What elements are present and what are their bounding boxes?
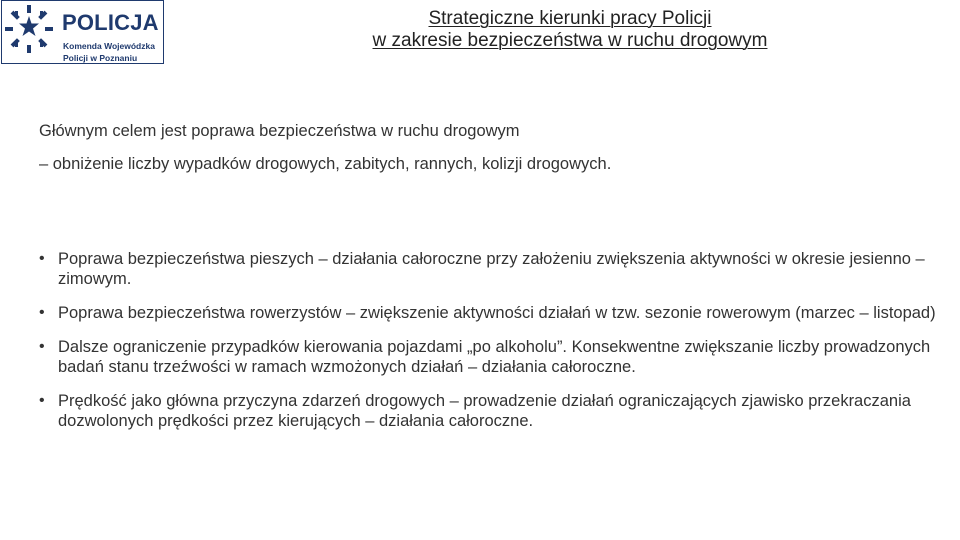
list-item xyxy=(38,391,938,431)
police-star-icon xyxy=(5,5,53,53)
list-item xyxy=(38,303,938,323)
list-item xyxy=(38,249,938,289)
logo-subtitle-line1: Komenda Wojewódzka xyxy=(63,41,155,51)
bullet-list xyxy=(38,249,938,445)
bullet-text: Poprawa bezpieczeństwa pieszych – działania całoroczne przy założeniu zwiększenia aktywności w okresie jesienno – zimowym. xyxy=(58,250,925,288)
bullet-text: Dalsze ograniczenie przypadków kierowania pojazdami „po alkoholu”. Konsekwentne zwiększanie liczby prowadzonych badań stanu trzeźwości w ramach wzmożonych działań – działania całoroczne. xyxy=(58,338,931,376)
bullet-marker: • xyxy=(39,304,45,321)
intro-line2: – obniżenie liczby wypadków drogowych, zabitych, rannych, kolizji drogowych. xyxy=(39,155,612,173)
page-title xyxy=(250,8,890,52)
bullet-marker: • xyxy=(39,392,45,409)
police-logo xyxy=(1,0,164,64)
bullet-text: Prędkość jako główna przyczyna zdarzeń drogowych – prowadzenie działań ograniczających zjawisko przekraczania dozwolonych prędkości przez kierujących – działania całoroczne. xyxy=(58,392,911,430)
list-item xyxy=(38,337,938,377)
bullet-marker: • xyxy=(39,338,45,355)
title-line2: w zakresie bezpieczeństwa w ruchu drogowym xyxy=(372,30,768,51)
title-line1: Strategiczne kierunki pracy Policji xyxy=(428,8,712,29)
bullet-text: Poprawa bezpieczeństwa rowerzystów – zwiększenie aktywności działań w tzw. sezonie rowerowym (marzec – listopad) xyxy=(58,304,936,322)
intro-line1: Głównym celem jest poprawa bezpieczeństwa w ruchu drogowym xyxy=(39,122,520,140)
logo-subtitle-line2: Policji w Poznaniu xyxy=(63,53,138,63)
bullet-marker: • xyxy=(39,250,45,267)
logo-title: POLICJA xyxy=(62,10,159,35)
